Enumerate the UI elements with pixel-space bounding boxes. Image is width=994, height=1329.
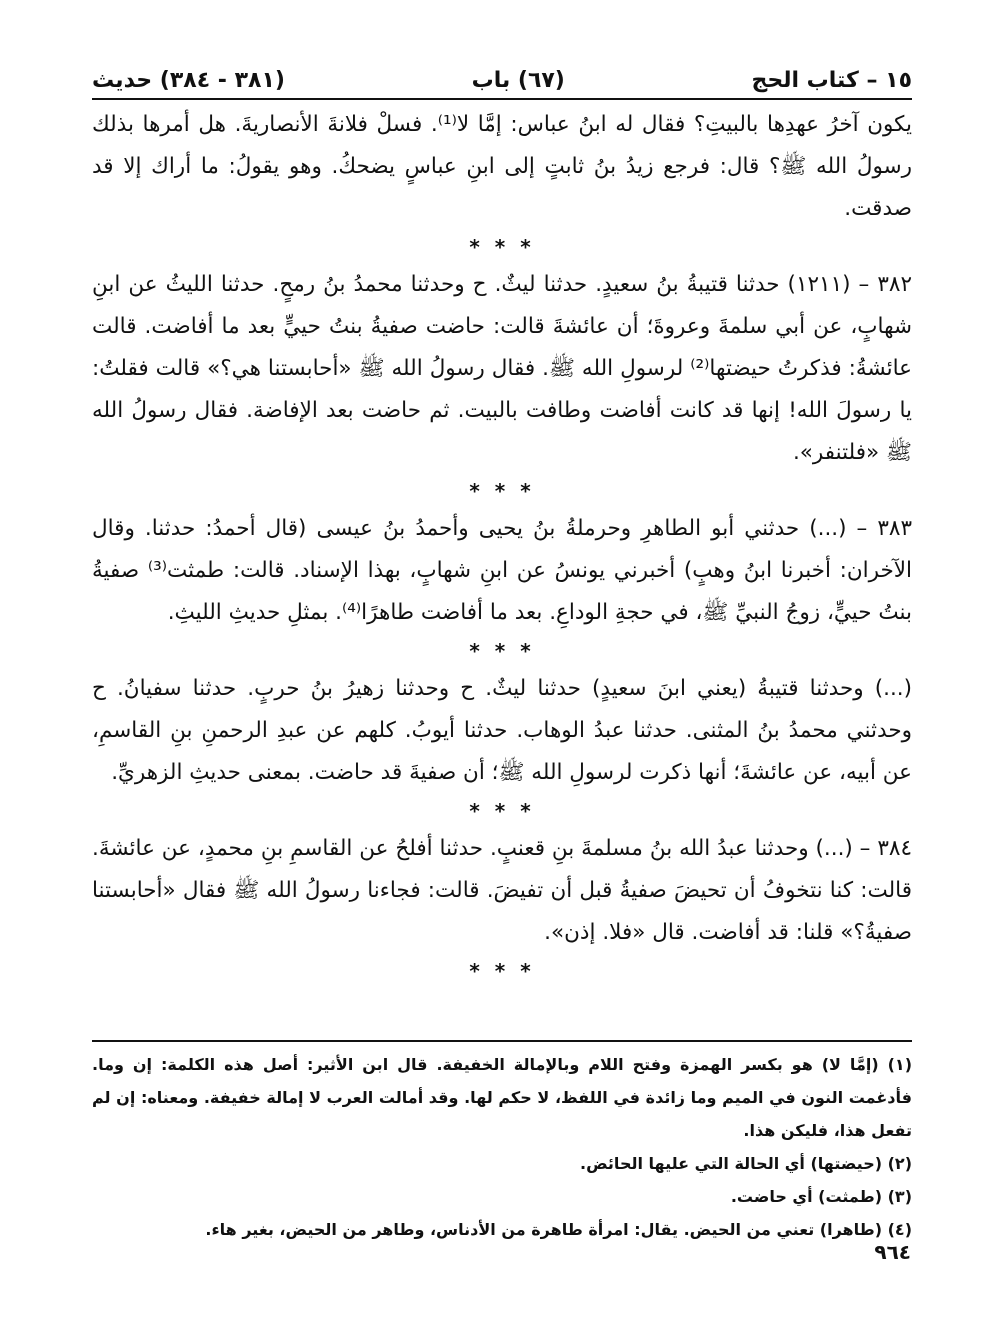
- footnotes: [92, 1048, 912, 1246]
- hadith-383: ٣٨٣ – (...) حدثني أبو الطاهرِ وحرملةُ بنُ يحيى وأحمدُ بنُ عيسى (قال أحمدُ: حدثنا. وقال الآخران: أخبرنا ابنُ وهبٍ) أخبرني يونسُ عن ابنِ شهابٍ، بهذا الإسناد. قالت: طمثت⁽³⁾ صفيةُ بنتُ حييٍّ، زوجُ النبيِّ ﷺ، في حجةِ الوداعِ. بعد ما أفاضت طاهرًا⁽⁴⁾. بمثلِ حديثِ الليثِ.: [92, 516, 913, 625]
- paragraph-continuation: يكون آخرُ عهدِها بالبيتِ؟ فقال له ابنُ عباس: إمَّا لا⁽¹⁾. فسلْ فلانةَ الأنصاريةَ. هل أمرها بذلك رسولُ الله ﷺ؟ قال: فرجع زيدُ بنُ ثابتٍ إلى ابنِ عباسٍ يضحكُ. وهو يقولُ: ما أراك إلا قد صدقت.: [92, 112, 912, 221]
- section-separator: * * *: [469, 639, 535, 663]
- header-hadith-range: (٣٨١ - ٣٨٤) حديث: [92, 67, 285, 93]
- section-separator: * * *: [469, 799, 535, 823]
- section-separator: * * *: [469, 959, 535, 983]
- header-divider: [92, 98, 912, 100]
- footnote-1: (١) (إمَّا لا) هو بكسر الهمزة وفتح اللام وبالإمالة الخفيفة. قال ابن الأثير: أصل هذه الكلمة: إن وما. فأدغمت النون في الميم وما زائدة في اللفظ، لا حكم لها. وقد أمالت العرب لا إمالة خفيفة. ومعناه: إن لم تفعل هذا، فليكن هذا.: [92, 1055, 912, 1140]
- hadith-384: ٣٨٤ – (...) وحدثنا عبدُ الله بنُ مسلمةَ بنِ قعنبٍ. حدثنا أفلحُ عن القاسمِ بنِ محمدٍ، عن عائشةَ. قالت: كنا نتخوفُ أن تحيضَ صفيةُ قبل أن تفيضَ. قالت: فجاءنا رسولُ الله ﷺ فقال «أحابستنا صفيةُ؟» قلنا: قد أفاضت. قال «فلا. إذن».: [92, 836, 912, 945]
- header-chapter: (٦٧) باب: [471, 67, 565, 93]
- section-separator: * * *: [469, 479, 535, 503]
- hadith-382: ٣٨٢ – (١٢١١) حدثنا قتيبةُ بنُ سعيدٍ. حدثنا ليثٌ. ح وحدثنا محمدُ بنُ رمحٍ. حدثنا الليثُ عن ابنِ شهابٍ، عن أبي سلمةَ وعروةَ؛ أن عائشةَ قالت: حاضت صفيةُ بنتُ حييٍّ بعد ما أفاضت. قالت عائشةُ: فذكرتُ حيضتها⁽²⁾ لرسولِ الله ﷺ. فقال رسولُ الله ﷺ «أحابستنا هي؟» قالت فقلتُ: يا رسولَ الله! إنها قد كانت أفاضت وطافت بالبيت. ثم حاضت بعد الإفاضة. فقال رسولُ الله ﷺ «فلتنفر».: [92, 272, 912, 465]
- footnote-divider: [92, 1040, 912, 1042]
- section-separator: * * *: [469, 235, 535, 259]
- page-number: ٩٦٤: [874, 1240, 911, 1264]
- main-text: [92, 104, 912, 988]
- footnote-4: (٤) (طاهرا) تعني من الحيض. يقال: امرأة طاهرة من الأدناس، وطاهر من الحيض، بغير هاء.: [205, 1220, 912, 1239]
- footnote-2: (٢) (حيضتها) أي الحالة التي عليها الحائض.: [580, 1154, 912, 1173]
- running-header: [92, 58, 912, 102]
- header-book-title: ١٥ – كتاب الحج: [751, 67, 912, 93]
- footnote-3: (٣) (طمثت) أي حاضت.: [730, 1187, 912, 1206]
- hadith-383-variant: (...) وحدثنا قتيبةُ (يعني ابنَ سعيدٍ) حدثنا ليثٌ. ح وحدثنا زهيرُ بنُ حربٍ. حدثنا سفيانُ. ح وحدثني محمدُ بنُ المثنى. حدثنا عبدُ الوهاب. حدثنا أيوبُ. كلهم عن عبدِ الرحمنِ بنِ القاسمِ، عن أبيه، عن عائشةَ؛ أنها ذكرت لرسولِ الله ﷺ؛ أن صفيةَ قد حاضت. بمعنى حديثِ الزهريِّ.: [92, 676, 912, 785]
